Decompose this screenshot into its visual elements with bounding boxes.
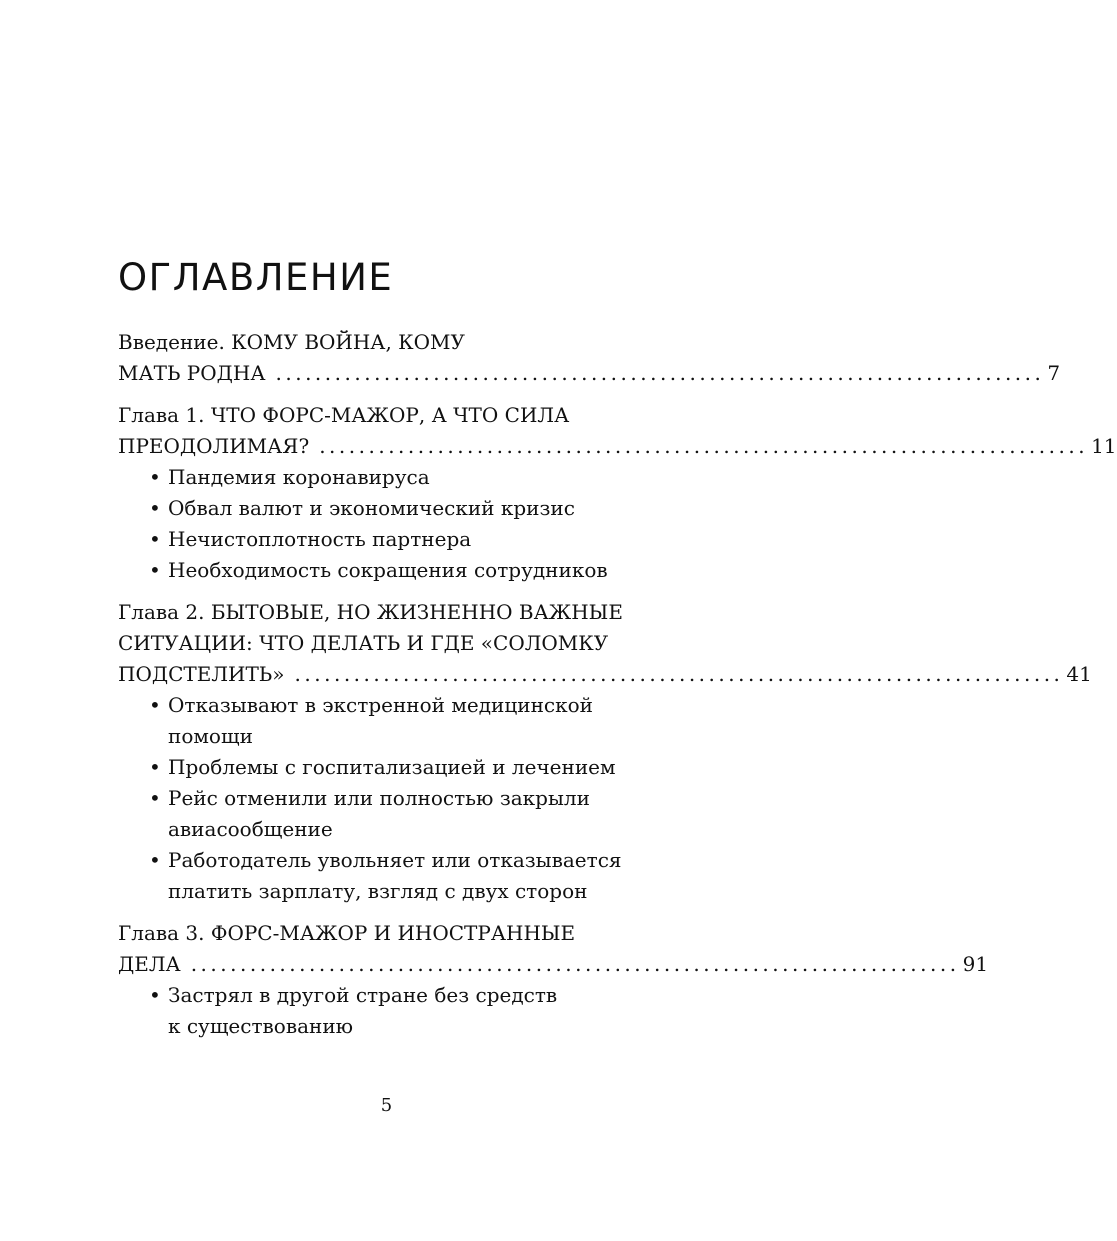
- bullet-icon: •: [149, 527, 161, 551]
- bullet-icon: •: [149, 465, 161, 489]
- dot-leader: ..............................................................................: [319, 434, 1089, 458]
- toc-entry-leader-line: [118, 659, 1092, 690]
- subsection-item[interactable]: • Обвал валют и экономический кризис: [118, 493, 658, 524]
- subsection-item[interactable]: • Необходимость сокращения сотрудников: [118, 555, 658, 586]
- dot-leader: ..............................................................................: [275, 361, 1045, 385]
- subsection-item[interactable]: • Нечистоплотность партнера: [118, 524, 658, 555]
- bullet-icon: •: [149, 786, 161, 810]
- toc-page-number: 91: [962, 952, 989, 976]
- subsection-item[interactable]: • Работодатель увольняет или отказывается платить зарплату, взгляд с двух сторон: [118, 845, 658, 907]
- dot-leader: ..............................................................................: [294, 662, 1064, 686]
- subsection-list: [118, 462, 658, 586]
- subsection-list: [118, 980, 658, 1042]
- toc-entry-leader-line: [118, 949, 989, 980]
- bullet-icon: •: [149, 755, 161, 779]
- toc-entry-title-end: МАТЬ РОДНА: [118, 361, 266, 385]
- toc-entry-title: Глава 1. ЧТО ФОРС-МАЖОР, А ЧТО СИЛА: [118, 403, 570, 427]
- toc-entry-title-cont: СИТУАЦИИ: ЧТО ДЕЛАТЬ И ГДЕ «СОЛОМКУ: [118, 631, 609, 655]
- subsection-item[interactable]: • Отказывают в экстренной медицинской помощи: [118, 690, 658, 752]
- subsection-item[interactable]: • Застрял в другой стране без средств к существованию: [118, 980, 658, 1042]
- bullet-icon: •: [149, 983, 161, 1007]
- toc-entry-leader-line: [118, 358, 1061, 389]
- toc-entry-title-end: ДЕЛА: [118, 952, 181, 976]
- toc-page-number: 7: [1047, 361, 1061, 385]
- subsection-item[interactable]: • Рейс отменили или полностью закрыли авиасообщение: [118, 783, 658, 845]
- table-of-contents: [118, 327, 1117, 1053]
- bullet-icon: •: [149, 693, 161, 717]
- toc-page-number: 11: [1091, 434, 1117, 458]
- toc-entry-leader-line: [118, 431, 1117, 462]
- toc-entry-title: Введение. КОМУ ВОЙНА, КОМУ: [118, 330, 465, 354]
- dot-leader: ..............................................................................: [190, 952, 960, 976]
- subsection-list: [118, 690, 658, 907]
- toc-entry-title-end: ПОДСТЕЛИТЬ»: [118, 662, 285, 686]
- toc-entry-title: Глава 3. ФОРС-МАЖОР И ИНОСТРАННЫЕ: [118, 921, 576, 945]
- subsection-item[interactable]: • Проблемы с госпитализацией и лечением: [118, 752, 658, 783]
- page-title: ОГЛАВЛЕНИЕ: [118, 256, 394, 299]
- toc-entry-chapter-3[interactable]: [118, 918, 989, 1042]
- toc-entry-title: Глава 2. БЫТОВЫЕ, НО ЖИЗНЕННО ВАЖНЫЕ: [118, 600, 623, 624]
- toc-entry-introduction[interactable]: [118, 327, 1061, 389]
- toc-page-number: 41: [1066, 662, 1092, 686]
- bullet-icon: •: [149, 496, 161, 520]
- toc-entry-chapter-1[interactable]: [118, 400, 1117, 586]
- page-number: 5: [380, 1095, 393, 1116]
- subsection-item[interactable]: • Пандемия коронавируса: [118, 462, 658, 493]
- bullet-icon: •: [149, 558, 161, 582]
- toc-entry-chapter-2[interactable]: [118, 597, 1092, 907]
- toc-entry-title-end: ПРЕОДОЛИМАЯ?: [118, 434, 310, 458]
- bullet-icon: •: [149, 848, 161, 872]
